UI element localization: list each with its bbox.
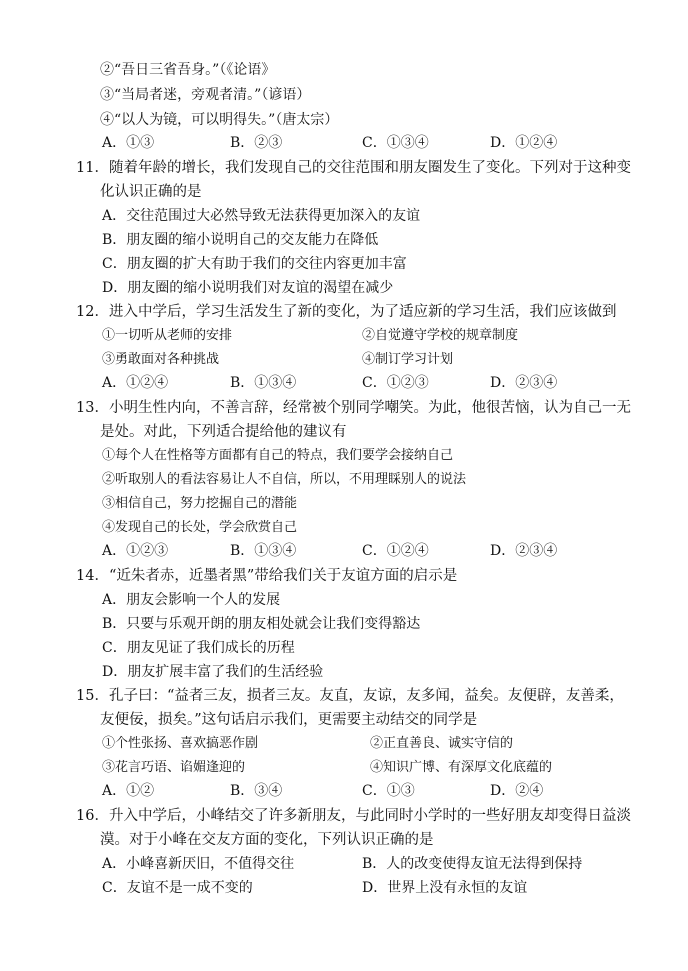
q12-stem-line1: 12．进入中学后，学习生活发生了新的变化，为了适应新的学习生活，我们应该做到 (76, 304, 617, 320)
q14-stem-line1: 14．“近朱者赤，近墨者黑”带给我们关于友谊方面的启示是 (76, 568, 458, 584)
q12-option-b: B．①③④ (230, 375, 297, 391)
q15-statement-4: ④知识广博、有深厚文化底蕴的 (370, 760, 553, 775)
q13-option-b: B．①③④ (230, 543, 297, 559)
q11-option-b: B．朋友圈的缩小说明自己的交友能力在降低 (102, 232, 379, 248)
prev-option-c: C．①③④ (362, 135, 429, 151)
q15-option-b: B．③④ (230, 783, 283, 799)
q14-option-d: D．朋友扩展丰富了我们的生活经验 (102, 664, 324, 680)
q15-statement-2: ②正直善良、诚实守信的 (370, 736, 514, 751)
q12-option-a: A．①②④ (102, 375, 169, 391)
q11-option-c: C．朋友圈的扩大有助于我们的交往内容更加丰富 (102, 256, 407, 272)
q15-stem-line2: 友便佞，损矣。”这句话启示我们，更需要主动结交的同学是 (100, 712, 478, 728)
q14-option-a: A．朋友会影响一个人的发展 (102, 592, 281, 608)
q12-option-d: D．②③④ (490, 375, 558, 391)
q13-stem-line1: 13．小明生性内向，不善言辞，经常被个别同学嘲笑。为此，他很苦恼，认为自己一无 (76, 400, 631, 416)
q15-option-c: C．①③ (362, 783, 415, 799)
q13-statement-1: ①每个人在性格等方面都有自己的特点，我们要学会接纳自己 (102, 448, 454, 463)
q12-statement-3: ③勇敢面对各种挑战 (102, 352, 220, 367)
q16-option-c: C．友谊不是一成不变的 (102, 880, 253, 896)
q15-statement-3: ③花言巧语、谄媚逢迎的 (102, 760, 246, 775)
q11-stem-line2: 化认识正确的是 (100, 184, 202, 200)
q13-statement-3: ③相信自己，努力挖掘自己的潜能 (102, 496, 298, 511)
q13-option-c: C．①②④ (362, 543, 429, 559)
q11-option-a: A．交往范围过大必然导致无法获得更加深入的友谊 (102, 208, 421, 224)
q13-statement-4: ④发现自己的长处，学会欣赏自己 (102, 520, 298, 535)
prev-option-a: A．①③ (102, 135, 155, 151)
q13-statement-2: ②听取别人的看法容易让人不自信，所以，不用理睬别人的说法 (102, 472, 467, 487)
q11-option-d: D．朋友圈的缩小说明我们对友谊的渴望在减少 (102, 280, 394, 296)
q13-stem-line2: 是处。对此，下列适合提给他的建议有 (100, 424, 347, 440)
q11-stem-line1: 11．随着年龄的增长，我们发现自己的交往范围和朋友圈发生了变化。下列对于这种变 (76, 160, 631, 176)
q12-statement-1: ①一切听从老师的安排 (102, 328, 233, 343)
q16-stem-line2: 漠。对于小峰在交友方面的变化，下列认识正确的是 (100, 832, 434, 848)
q16-option-a: A．小峰喜新厌旧，不值得交往 (102, 856, 295, 872)
q15-option-a: A．①② (102, 783, 155, 799)
q12-statement-4: ④制订学习计划 (362, 352, 454, 367)
q12-statement-2: ②自觉遵守学校的规章制度 (362, 328, 519, 343)
prev-option-b: B．②③ (230, 135, 283, 151)
q16-option-d: D．世界上没有永恒的友谊 (362, 880, 528, 896)
q12-option-c: C．①②③ (362, 375, 429, 391)
q16-option-b: B．人的改变使得友谊无法得到保持 (362, 856, 583, 872)
q15-option-d: D．②④ (490, 783, 544, 799)
prev-option-d: D．①②④ (490, 135, 558, 151)
q13-option-a: A．①②③ (102, 543, 169, 559)
q15-statement-1: ①个性张扬、喜欢搞恶作剧 (102, 736, 259, 751)
prev-statement-3: ③“当局者迷，旁观者清。”（谚语） (100, 87, 311, 103)
q13-option-d: D．②③④ (490, 543, 558, 559)
q15-stem-line1: 15．孔子曰：“益者三友，损者三友。友直，友谅，友多闻，益矣。友便辟，友善柔， (76, 688, 624, 704)
q14-option-c: C．朋友见证了我们成长的历程 (102, 640, 295, 656)
q14-option-b: B．只要与乐观开朗的朋友相处就会让我们变得豁达 (102, 616, 421, 632)
prev-statement-4: ④“以人为镜，可以明得失。”（唐太宗） (100, 112, 339, 128)
prev-statement-2: ②“吾日三省吾身。”（《论语》 (100, 62, 276, 78)
q16-stem-line1: 16．升入中学后，小峰结交了许多新朋友，与此同时小学时的一些好朋友却变得日益淡 (76, 808, 631, 824)
